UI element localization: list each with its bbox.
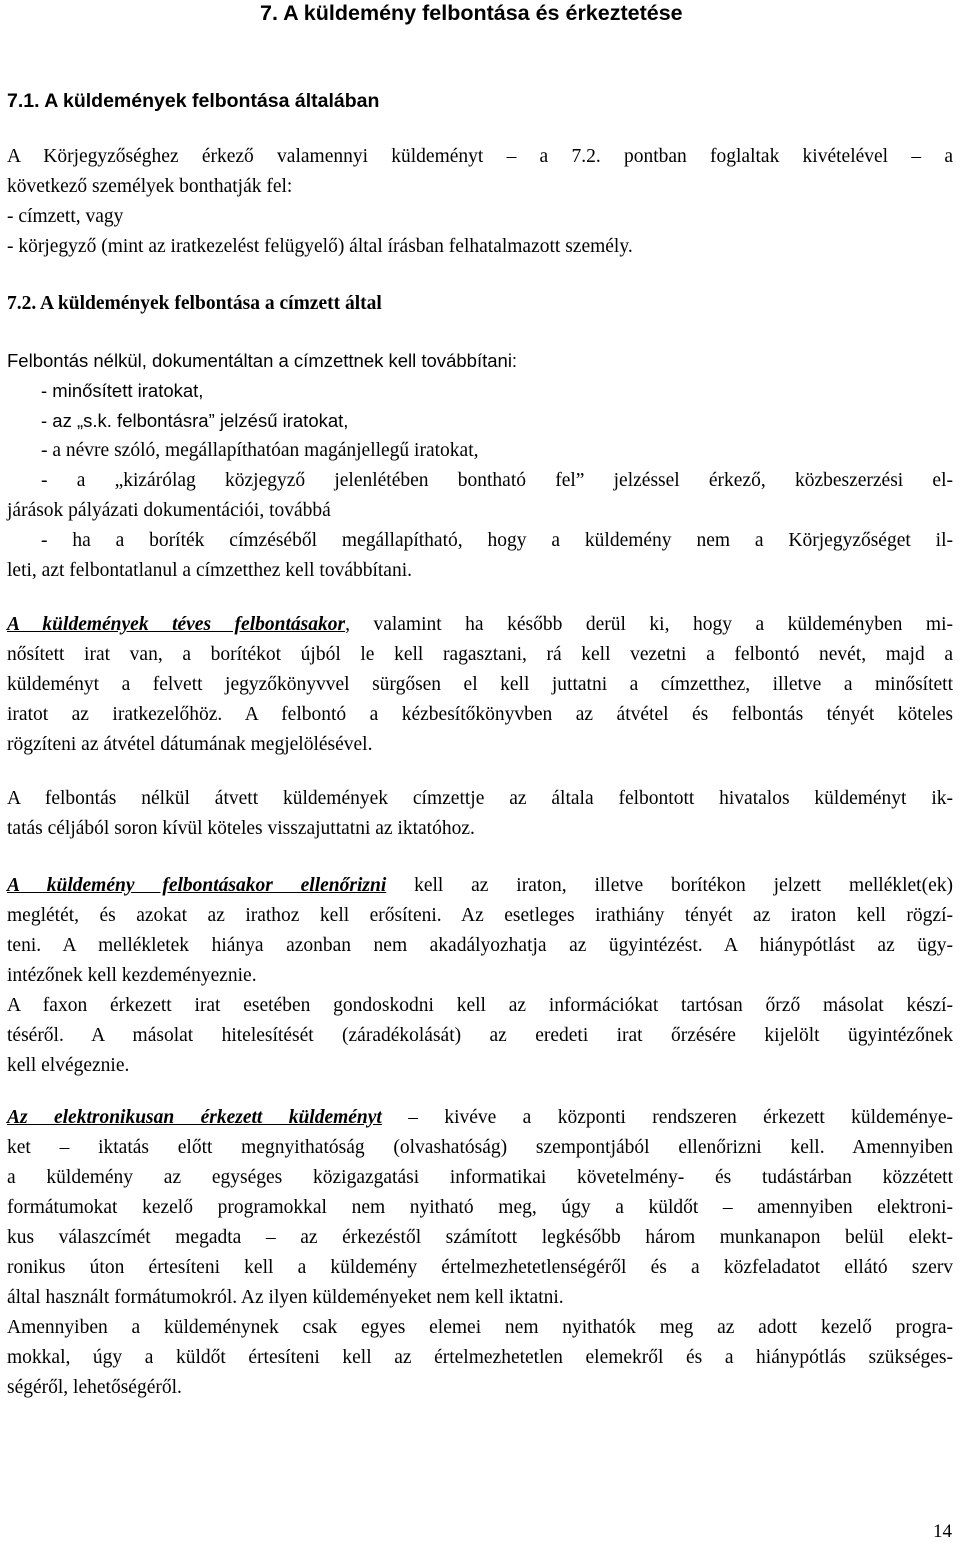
text-line: mokkal, úgy a küldőt értesíteni kell az értelmezhetetlen elemekről és a hiánypótlás szükséges- [7, 1347, 953, 1368]
text-line: leti, azt felbontatlanul a címzetthez kell továbbítani. [7, 560, 413, 581]
text-line: téséről. A másolat hitelesítését (záradékolását) az eredeti irat őrzésére kijelölt ügyintézőnek [7, 1025, 953, 1046]
list-item: - a névre szóló, megállapíthatóan magánjellegű iratokat, [41, 440, 479, 461]
text-run: , valamint ha később derül ki, hogy a küldeményben mi- [345, 614, 953, 635]
section-7-2-list [7, 436, 953, 586]
emphasis-text: Az elektronikusan érkezett küldeményt [7, 1107, 382, 1128]
paragraph-teves-felbontas [7, 610, 953, 760]
text-line: formátumokat kezelő programokkal nem nyitható meg, úgy a küldőt – amennyiben elektroni- [7, 1197, 953, 1218]
text-run: – kivéve a központi rendszeren érkezett küldeménye- [381, 1107, 953, 1128]
text-line: következő személyek bonthatják fel: [7, 176, 293, 197]
text-line: kell elvégeznie. [7, 1055, 130, 1076]
text-line: küldeményt a felvett jegyzőkönyvvel sürgősen el kell juttatni a címzetthez, illetve a minősített [7, 674, 953, 695]
text-line: tatás céljából soron kívül köteles visszajuttatni az iktatóhoz. [7, 818, 475, 839]
text-line: által használt formátumokról. Az ilyen küldeményeket nem kell iktatni. [7, 1287, 564, 1308]
text-line: A faxon érkezett irat esetében gondoskodni kell az információkat tartósan őrző másolat készí- [7, 995, 953, 1016]
text-line [7, 610, 953, 640]
text-run: kell az iraton, illetve borítékon jelzett melléklet(ek) [386, 875, 953, 896]
text-line: ket – iktatás előtt megnyithatóság (olvashatóság) szempontjából ellenőrizni kell. Amennyiben [7, 1137, 953, 1158]
text-line: Felbontás nélkül, dokumentáltan a címzettnek kell továbbítani: [7, 350, 518, 371]
text-line: ronikus úton értesíteni kell a küldemény értelmezhetetlenségéről és a közfeladatot ellátó szerv [7, 1257, 953, 1278]
text-line: teni. A mellékletek hiánya azonban nem akadályozhatja az ügyintézést. A hiánypótlást az ügy- [7, 935, 953, 956]
chapter-heading: 7. A küldemény felbontása és érkeztetése [260, 1, 683, 25]
paragraph-ellenorizni [7, 871, 953, 1081]
text-line: - címzett, vagy [7, 206, 124, 227]
list-item: - minősített iratokat, [41, 380, 204, 401]
emphasis-text: A küldemény felbontásakor ellenőrizni [7, 875, 387, 896]
text-line: járások pályázati dokumentációi, továbbá [7, 500, 331, 521]
text-line: ségéről, lehetőségéről. [7, 1377, 182, 1398]
section-7-2-heading: 7.2. A küldemények felbontása a címzett által [7, 293, 382, 314]
list-item: - ha a boríték címzéséből megállapítható, hogy a küldemény nem a Körjegyzőséget il- [41, 530, 953, 551]
paragraph-atvett [7, 784, 953, 844]
text-line [7, 871, 953, 901]
text-line: Amennyiben a küldeménynek csak egyes elemei nem nyithatók meg az adott kezelő progra- [7, 1317, 953, 1338]
text-line: intézőnek kell kezdeményeznie. [7, 965, 257, 986]
text-line: iratot az iratkezelőhöz. A felbontó a kézbesítőkönyvben az átvétel és felbontás tényét köteles [7, 704, 953, 725]
text-line: A Körjegyzőséghez érkező valamennyi küldeményt – a 7.2. pontban foglaltak kivételével – a [7, 146, 953, 167]
list-item: - az „s.k. felbontásra” jelzésű iratokat, [41, 410, 349, 431]
text-line: nősített irat van, a borítékot újból le kell ragasztani, rá kell vezetni a felbontó nevét, majd a [7, 644, 953, 665]
section-7-2-body [7, 346, 953, 436]
text-line [7, 1103, 953, 1133]
emphasis-text: A küldemények téves felbontásakor [7, 614, 346, 635]
text-line: a küldemény az egységes közigazgatási informatikai követelmény- és tudástárban közzétett [7, 1167, 953, 1188]
section-7-1-heading: 7.1. A küldemények felbontása általában [7, 90, 380, 112]
list-item: - a „kizárólag közjegyző jelenlétében bontható fel” jelzéssel érkező, közbeszerzési el- [41, 470, 953, 491]
section-7-1-body [7, 142, 953, 262]
text-line: A felbontás nélkül átvett küldemények címzettje az általa felbontott hivatalos küldeményt ik- [7, 788, 953, 809]
text-line: - körjegyző (mint az iratkezelést felügyelő) által írásban felhatalmazott személy. [7, 236, 633, 257]
text-line: meglétét, és azokat az irathoz kell erősíteni. Az esetleges irathiány tényét az iraton kell rögzí- [7, 905, 953, 926]
text-line: kus válaszcímét megadta – az érkezéstől számított legkésőbb három munkanapon belül elekt- [7, 1227, 953, 1248]
paragraph-elektronikus [7, 1103, 953, 1403]
text-line: rögzíteni az átvétel dátumának megjelölésével. [7, 734, 373, 755]
page-number: 14 [933, 1521, 952, 1542]
